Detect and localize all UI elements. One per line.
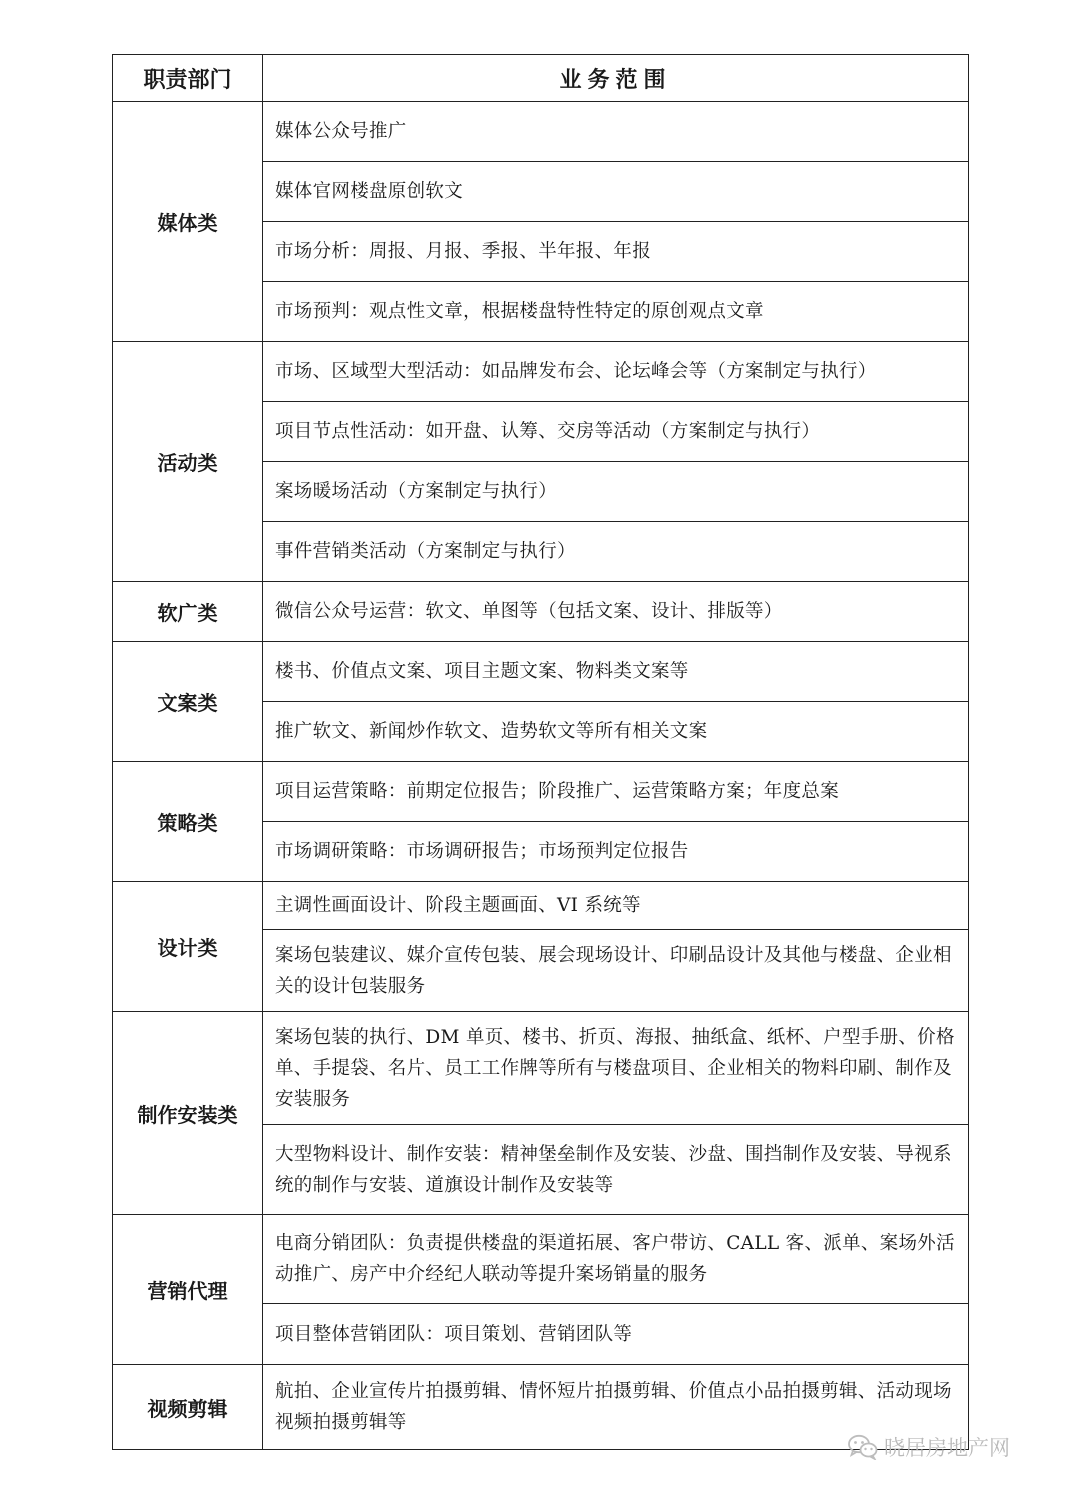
business-scope-table: [112, 54, 969, 1450]
business-scope-cell: 市场预判：观点性文章，根据楼盘特性特定的原创观点文章: [263, 282, 969, 342]
table-row: [113, 102, 969, 162]
business-scope-cell: 航拍、企业宣传片拍摄剪辑、情怀短片拍摄剪辑、价值点小品拍摄剪辑、活动现场视频拍摄剪辑等: [263, 1365, 969, 1450]
table-row: [113, 1365, 969, 1450]
department-cell: 制作安装类: [113, 1012, 263, 1215]
department-cell: 文案类: [113, 642, 263, 762]
business-scope-cell: 案场暖场活动（方案制定与执行）: [263, 462, 969, 522]
business-scope-cell: 项目节点性活动：如开盘、认筹、交房等活动（方案制定与执行）: [263, 402, 969, 462]
business-scope-cell: 市场调研策略：市场调研报告；市场预判定位报告: [263, 822, 969, 882]
business-scope-cell: 电商分销团队：负责提供楼盘的渠道拓展、客户带访、CALL 客、派单、案场外活动推广、房产中介经纪人联动等提升案场销量的服务: [263, 1215, 969, 1304]
business-scope-cell: 事件营销类活动（方案制定与执行）: [263, 522, 969, 582]
business-scope-cell: 大型物料设计、制作安装：精神堡垒制作及安装、沙盘、围挡制作及安装、导视系统的制作与安装、道旗设计制作及安装等: [263, 1125, 969, 1215]
business-scope-cell: 推广软文、新闻炒作软文、造势软文等所有相关文案: [263, 702, 969, 762]
business-scope-cell: 微信公众号运营：软文、单图等（包括文案、设计、排版等）: [263, 582, 969, 642]
table-row: [113, 882, 969, 930]
wechat-icon: [848, 1434, 878, 1460]
watermark: [848, 1430, 1010, 1464]
department-cell: 设计类: [113, 882, 263, 1012]
department-cell: 营销代理: [113, 1215, 263, 1365]
table-row: [113, 642, 969, 702]
business-scope-cell: 楼书、价值点文案、项目主题文案、物料类文案等: [263, 642, 969, 702]
department-cell: 视频剪辑: [113, 1365, 263, 1450]
department-cell: 策略类: [113, 762, 263, 882]
business-scope-cell: 主调性画面设计、阶段主题画面、VI 系统等: [263, 882, 969, 930]
department-cell: 活动类: [113, 342, 263, 582]
watermark-text: 晓居房地产网: [884, 1436, 1010, 1460]
header-business-scope: 业务范围: [263, 55, 969, 102]
department-cell: 媒体类: [113, 102, 263, 342]
business-scope-cell: 项目整体营销团队：项目策划、营销团队等: [263, 1304, 969, 1365]
business-scope-cell: 市场、区域型大型活动：如品牌发布会、论坛峰会等（方案制定与执行）: [263, 342, 969, 402]
business-scope-cell: 案场包装建议、媒介宣传包装、展会现场设计、印刷品设计及其他与楼盘、企业相关的设计包装服务: [263, 930, 969, 1012]
table-row: [113, 762, 969, 822]
department-cell: 软广类: [113, 582, 263, 642]
table-row: [113, 342, 969, 402]
table-row: [113, 582, 969, 642]
table-row: [113, 1215, 969, 1304]
business-scope-cell: 媒体官网楼盘原创软文: [263, 162, 969, 222]
business-scope-cell: 案场包装的执行、DM 单页、楼书、折页、海报、抽纸盒、纸杯、户型手册、价格单、手提袋、名片、员工工作牌等所有与楼盘项目、企业相关的物料印刷、制作及安装服务: [263, 1012, 969, 1125]
business-scope-cell: 媒体公众号推广: [263, 102, 969, 162]
business-scope-cell: 项目运营策略：前期定位报告；阶段推广、运营策略方案；年度总案: [263, 762, 969, 822]
table-row: [113, 1012, 969, 1125]
business-scope-cell: 市场分析：周报、月报、季报、半年报、年报: [263, 222, 969, 282]
header-department: 职责部门: [113, 55, 263, 102]
